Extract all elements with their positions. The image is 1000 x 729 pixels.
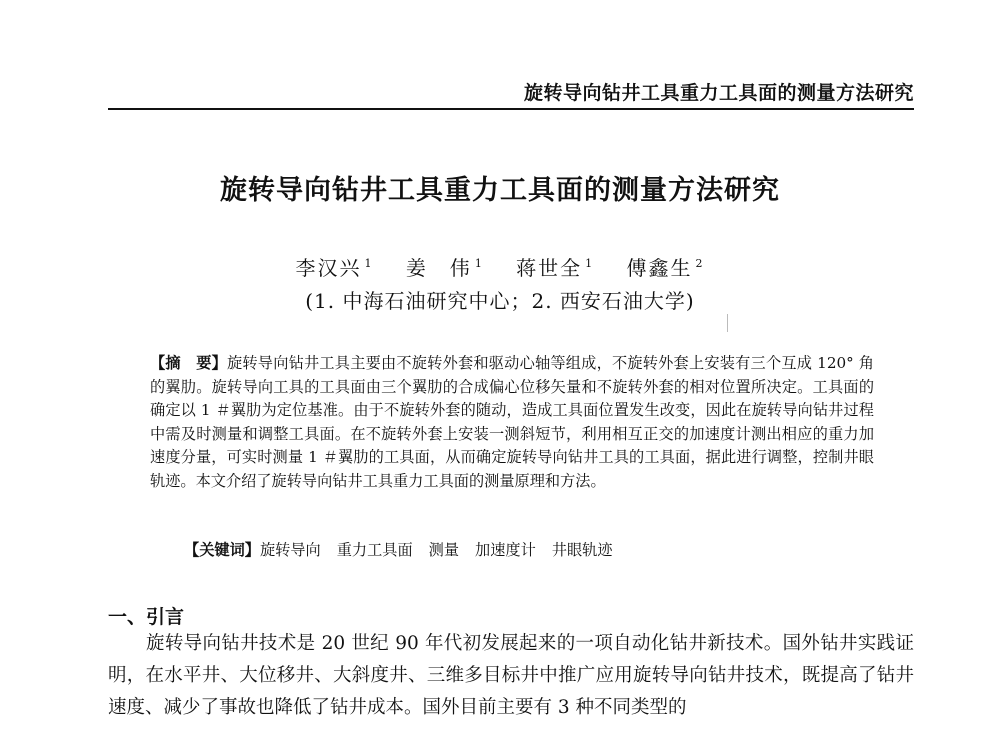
author bbox=[295, 256, 373, 280]
running-header: 旋转导向钻井工具重力工具面的测量方法研究 bbox=[523, 82, 914, 104]
keyword: 重力工具面 bbox=[336, 541, 413, 559]
affiliation: (1. 中海石油研究中心；2. 西安石油大学) bbox=[305, 289, 695, 313]
author-affil-mark: 1 bbox=[474, 257, 484, 271]
keywords-label: 【关键词】 bbox=[184, 541, 260, 559]
author-name: 蒋世全 bbox=[516, 256, 583, 280]
abstract-text: 旋转导向钻井工具主要由不旋转外套和驱动心轴等组成，不旋转外套上安装有三个互成 120° 角的翼肋。旋转导向工具的工具面由三个翼肋的合成偏心位移矢量和不旋转外套的相对位置所决定。工具面的确定以 1 ＃翼肋为定位基准。由于不旋转外套的随动，造成工具面位置发生改变，因此在旋转导向钻井过程中需及时测量和调整工具面。在不旋转外套上安装一测斜短节，利用相互正交的加速度计测出相应的重力加速度分量，可实时测量 1 ＃翼肋的工具面，从而确定旋转导向钻井工具的工具面，据此进行调整，控制井眼轨迹。本文介绍了旋转导向钻井工具重力工具面的测量原理和方法。 bbox=[150, 354, 874, 490]
author bbox=[516, 256, 594, 280]
author-list bbox=[0, 252, 1000, 281]
author-affil-mark: 1 bbox=[585, 257, 595, 271]
author bbox=[406, 256, 484, 280]
abstract-label: 【摘 要】 bbox=[150, 354, 227, 372]
keyword: 测量 bbox=[428, 541, 459, 559]
author bbox=[627, 256, 705, 280]
keywords bbox=[184, 539, 884, 562]
author-name: 姜 伟 bbox=[405, 256, 472, 280]
author-affil-mark: 1 bbox=[364, 257, 374, 271]
author-name: 李汉兴 bbox=[295, 256, 362, 280]
author-name: 傅鑫生 bbox=[626, 256, 693, 280]
intro-paragraph: 旋转导向钻井技术是 20 世纪 90 年代初发展起来的一项自动化钻井新技术。国外钻井实践证明，在水平井、大位移井、大斜度井、三维多目标井中推广应用旋转导向钻井技术，既提高了钻井速度、减少了事故也降低了钻井成本。国外目前主要有 3 种不同类型的 bbox=[108, 633, 914, 718]
header-rule bbox=[108, 108, 914, 110]
author-affil-mark: 2 bbox=[695, 257, 705, 271]
keyword: 井眼轨迹 bbox=[551, 541, 613, 559]
section-heading: 一、引言 bbox=[108, 606, 185, 628]
paper-title: 旋转导向钻井工具重力工具面的测量方法研究 bbox=[220, 175, 780, 206]
abstract bbox=[150, 352, 874, 493]
keyword: 旋转导向 bbox=[259, 541, 321, 559]
scan-mark bbox=[727, 314, 728, 332]
keyword: 加速度计 bbox=[475, 541, 536, 559]
